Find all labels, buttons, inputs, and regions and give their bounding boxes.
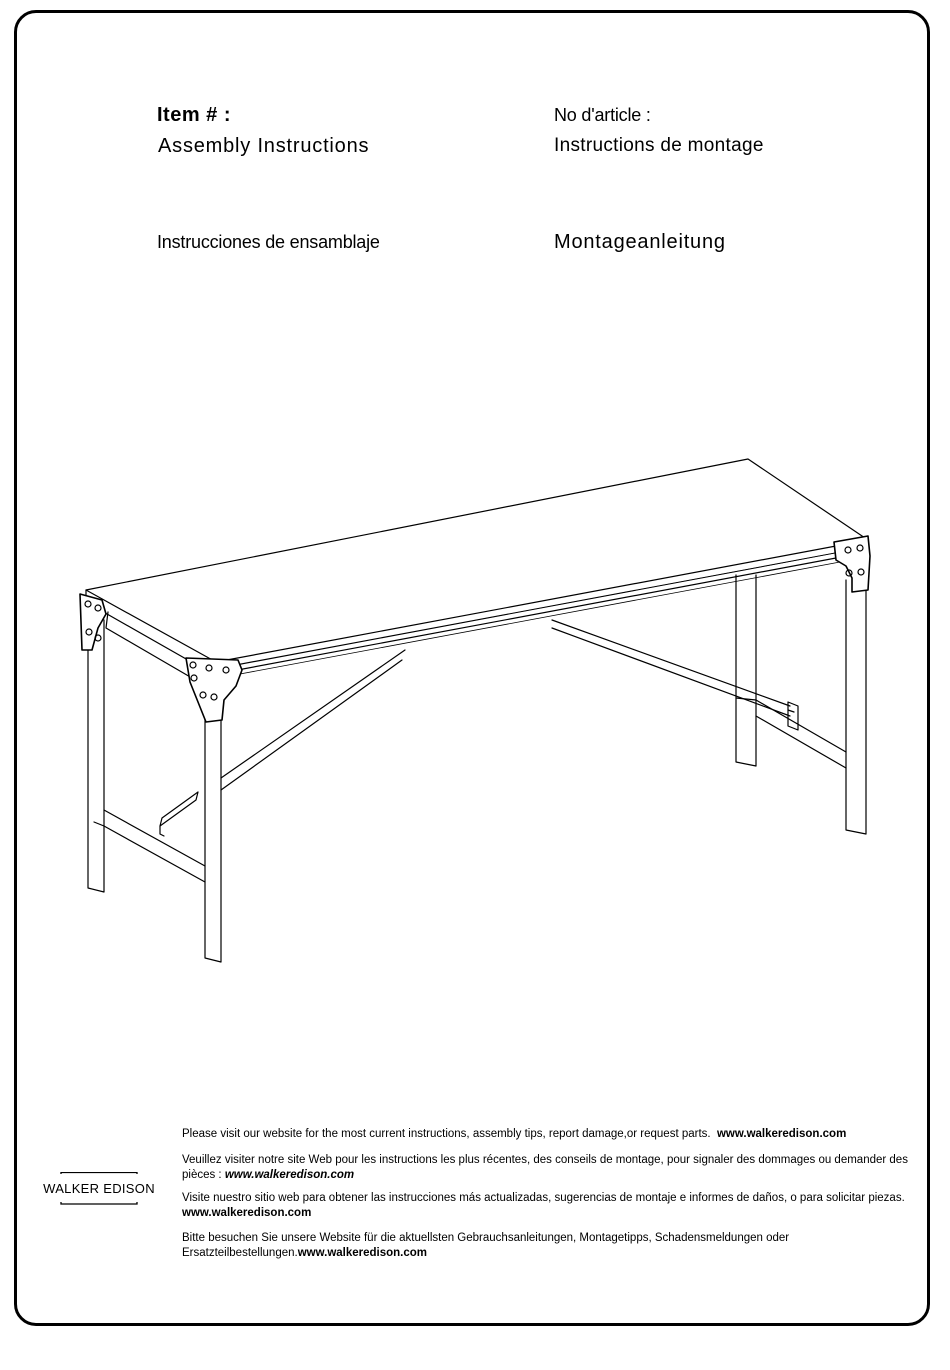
assembly-instructions-de: Montageanleitung <box>554 231 726 253</box>
footer-english-text: Please visit our website for the most current instructions, assembly tips, report damage,or request parts. <box>182 1128 711 1140</box>
footer-french <box>182 1153 910 1183</box>
footer-spanish <box>182 1191 910 1221</box>
footer-english <box>182 1127 910 1142</box>
website-link-de[interactable]: www.walkeredison.com <box>297 1247 428 1259</box>
footer-german <box>182 1231 910 1261</box>
assembly-instructions-es: Instrucciones de ensamblaje <box>157 232 380 252</box>
footer-german-text: Bitte besuchen Sie unsere Website für die aktuellsten Gebrauchsanleitungen, Montagetipps, Schadensmeldungen oder Ersatzteilbestellungen. <box>182 1232 790 1259</box>
website-link-es[interactable]: www.walkeredison.com <box>182 1207 312 1219</box>
assembly-instructions-fr: Instructions de montage <box>554 135 764 156</box>
item-number-label-en: Item # : <box>157 104 232 126</box>
walker-edison-logo <box>39 1172 159 1206</box>
website-link-fr[interactable]: www.walkeredison.com <box>224 1169 355 1181</box>
website-link-en[interactable]: www.walkeredison.com <box>716 1128 847 1140</box>
footer-french-text: Veuillez visiter notre site Web pour les instructions les plus récentes, des conseils de montage, pour signaler des dommages ou demander des pièces : <box>182 1154 908 1181</box>
item-number-label-fr: No d'article : <box>554 105 651 125</box>
footer-spanish-text: Visite nuestro sitio web para obtener las instrucciones más actualizadas, sugerencias de montaje e informes de daños, o para solicitar piezas. <box>182 1192 905 1204</box>
assembly-instructions-en: Assembly Instructions <box>158 135 370 157</box>
logo-text: WALKER EDISON <box>43 1181 155 1196</box>
